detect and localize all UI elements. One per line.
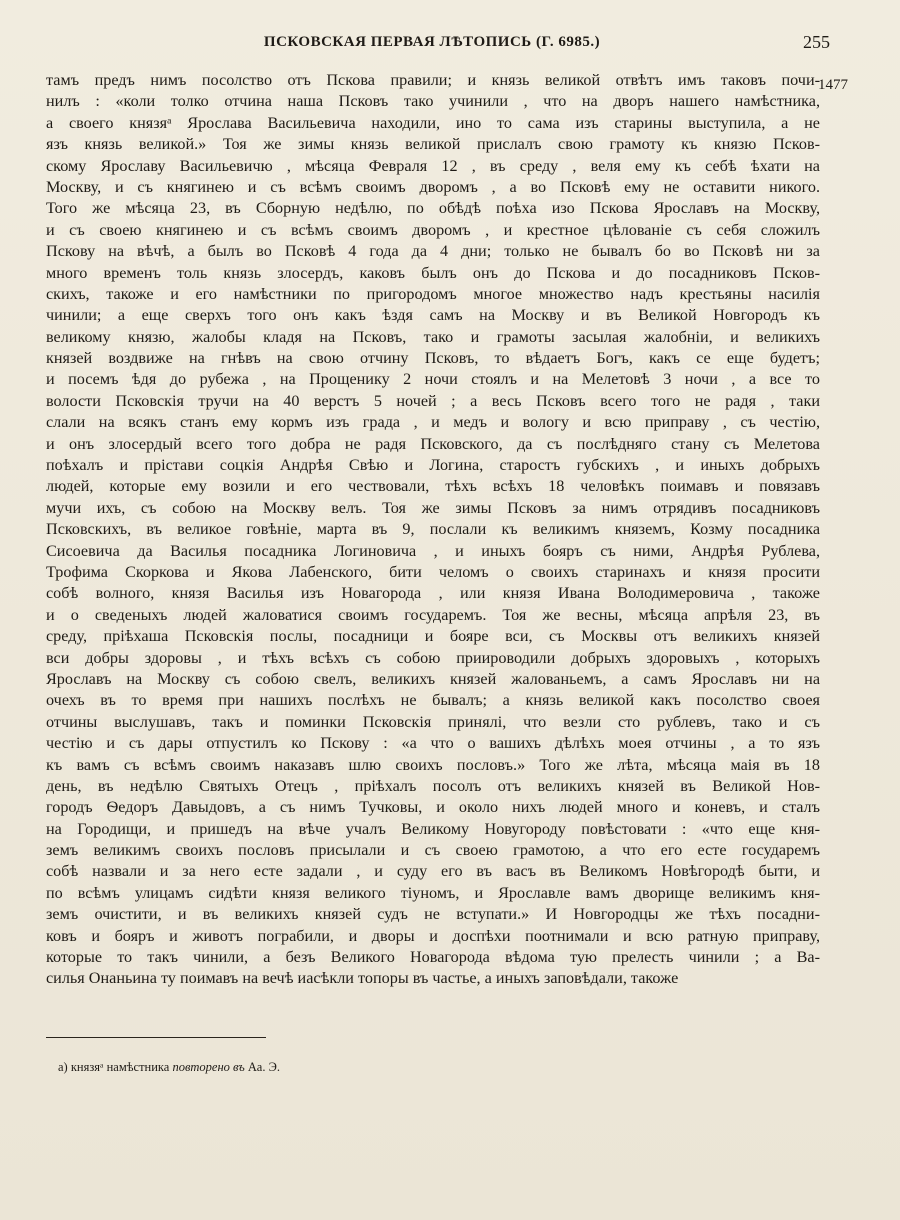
- text-line: и о сведеныхъ людей жаловатися своимъ государемъ. Тоя же весны, мѣсяца апрѣля 23, въ: [46, 605, 820, 624]
- text-line: на Городищи, и пришедъ на вѣче учалъ Великому Новугороду повѣстовати : «что еще кня-: [46, 819, 820, 838]
- text-line: поѣхалъ и прістави соцкія Андрѣя Свѣю и Логина, старостъ губскихъ , и иныхъ добрыхъ: [46, 456, 820, 475]
- text-line: и посемъ ѣдя до рубежа , на Прощенику 2 ночи стоялъ и на Мелетовѣ 3 ночи , а все то: [46, 370, 820, 389]
- footnote-divider: [46, 1037, 266, 1038]
- text-line: слали на всякъ станъ ему кормъ изъ града , и медъ и вологу и всю приправу , съ честію,: [46, 413, 820, 432]
- text-line: скихъ, такоже и его намѣстники по пригородомъ многое множество надъ крестьяны насилія: [46, 284, 820, 303]
- text-line: Трофима Скоркова и Якова Лабенского, бити челомъ о своихъ старинахъ и князя просити: [46, 562, 820, 581]
- text-line: вси добры здоровы , и тѣхъ всѣхъ съ собою приироводили добрыхъ здоровыхъ , которыхъ: [46, 648, 820, 667]
- text-line: къ вамъ съ всѣмъ своимъ наказавъ шлю своихъ пословъ.» Того же лѣта, мѣсяца маія въ 18: [46, 755, 820, 774]
- margin-year: 1477: [818, 77, 848, 93]
- text-line: отчины выслушавъ, такъ и поминки Псковскія принялі, что везли сто рублевъ, тако и съ: [46, 712, 820, 731]
- text-line: язъ князь великой.» Тоя же зимы князь великой прислалъ свою грамоту къ князю Псков-: [46, 135, 820, 154]
- text-line: собѣ волного, князя Василья изъ Новагорода , или князя Ивана Володимеровича , такоже: [46, 584, 820, 603]
- text-line: князей воздвиже на гнѣвъ на свою отчину Псковъ, то вѣдаетъ Богъ, какъ се еще будетъ;: [46, 349, 820, 368]
- text-line: земъ великимъ своихъ пословъ присылали и съ своею грамотою, а что его есте государемъ: [46, 841, 820, 860]
- text-line: нилъ : «коли толко отчина наша Псковъ тако учинили , что на дворъ нашего намѣстника,: [46, 92, 820, 111]
- text-line: честію и съ дары отпустилъ ко Пскову : «а что о вашихъ дѣлѣхъ моея отчины , а то язъ: [46, 734, 820, 753]
- text-line: по всѣмъ улицамъ сидѣти князя великого тіуномъ, и Ярославле вамъ дворище великимъ кня-: [46, 883, 820, 902]
- footnote-mark: а): [58, 1060, 68, 1074]
- text-line: среду, пріѣхаша Псковскія послы, посадници и бояре вси, съ Москвы отъ великихъ князей: [46, 627, 820, 646]
- footnote-italic: повторено въ: [172, 1060, 245, 1074]
- text-line: людей, которые ему возили и его чествовали, тѣхъ всѣхъ 18 человѣкъ поимавъ и повязавъ: [46, 477, 820, 496]
- page-number: 255: [803, 32, 830, 52]
- text-line: собѣ назвали и за него есте задали , и суду его въ васъ въ Великомъ Новѣгородѣ быти, и: [46, 862, 820, 881]
- text-line: мучи ихъ, съ собою на Москву велъ. Тоя же зимы Псковъ за нимъ отрядивъ посадниковъ: [46, 498, 820, 517]
- text-line: чинили; а еще сверхъ того онъ какъ ѣздя самъ на Москву и въ Великой Новгородъ къ: [46, 306, 820, 325]
- text-line: и онъ злосердый всего того добра не радя Псковского, да съ послѣдняго стану съ Мелетова: [46, 434, 820, 453]
- text-line: Сисоевича да Василья посадника Логиновича , и иныхъ бояръ съ ними, Андрѣя Рублева,: [46, 541, 820, 560]
- text-line: очехъ въ то время при нашихъ послѣхъ не бывалъ; а князь великой какъ посолство своея: [46, 691, 820, 710]
- text-line: Псковскихъ, въ великое говѣніе, марта въ 9, послали къ великимъ княземъ, Козму посадника: [46, 520, 820, 539]
- footnote-source: Аа. Э.: [247, 1060, 280, 1074]
- text-line: много временъ толь князь злосердъ, каковъ былъ онъ до Пскова и до посадниковъ Псков-: [46, 263, 820, 282]
- text-line: скому Ярославу Васильевичю , мѣсяца Февраля 12 , въ среду , веля ему къ себѣ ѣхати на: [46, 156, 820, 175]
- text-line: ковъ и бояръ и животъ пограбили, и дворы и доспѣхи поотнимали и всю ратную приправу,: [46, 926, 820, 945]
- text-line: Ярославъ на Москву съ собою свелъ, великихъ князей жалованьемъ, а самъ Ярославъ ни на: [46, 669, 820, 688]
- text-line: Того же мѣсяца 23, въ Сборную недѣлю, по обѣдѣ поѣха изо Пскова Ярославъ на Москву,: [46, 199, 820, 218]
- text-line: великому князю, жалобы кладя на Псковъ, тако и грамоты засылая жалобніи, и великихъ: [46, 327, 820, 346]
- text-line: а своего князяᵃ Ярослава Васильевича находили, ино то сама изъ старины выступила, а не: [46, 113, 820, 132]
- text-line: день, въ недѣлю Святыхъ Отецъ , пріѣхалъ посолъ отъ великихъ князей въ Великой Нов-: [46, 776, 820, 795]
- text-line: городъ Ѳедоръ Давыдовъ, а съ нимъ Тучковы, и около нихъ людей много и коневъ, и сталъ: [46, 798, 820, 817]
- text-line: тамъ предъ нимъ посолство отъ Пскова правили; и князь великой отвѣтъ имъ таковъ почи-: [46, 71, 820, 89]
- text-line: Пскову на вѣчѣ, а былъ во Псковѣ 4 года да 4 дни; только не бывалъ бо во Псковѣ ни за: [46, 242, 820, 261]
- running-title: ПСКОВСКАЯ ПЕРВАЯ ЛѢТОПИСЬ (Г. 6985.): [263, 34, 601, 50]
- text-line: волости Псковскія тручи на 40 верстъ 5 ночей ; а весь Псковъ всего того не радя , таки: [46, 391, 820, 410]
- text-line: Москву, и съ княгинею и съ всѣмъ своимъ дворомъ , а во Псковѣ ему не оставити никого.: [46, 177, 820, 196]
- footnote: [58, 1060, 280, 1075]
- text-line: силья Онаньина ту поимавъ на вечѣ иасѣкли топоры въ частье, а иныхъ заповѣдали, такоже: [46, 969, 679, 988]
- text-line: которые то такъ чинили, а безъ Великого Новагорода вѣдома тую прелесть чинили ; а Ва-: [46, 948, 820, 967]
- footnote-text: князяᵃ намѣстника: [70, 1060, 170, 1074]
- chronicle-text: [46, 70, 820, 990]
- text-line: и съ своею княгинею и съ всѣмъ своимъ дворомъ , и крестное цѣлованіе съ себя сложилъ: [46, 220, 820, 239]
- text-line: земъ очистити, и въ великихъ князей судъ не вступати.» И Новгородцы же тѣхъ посадни-: [46, 905, 820, 924]
